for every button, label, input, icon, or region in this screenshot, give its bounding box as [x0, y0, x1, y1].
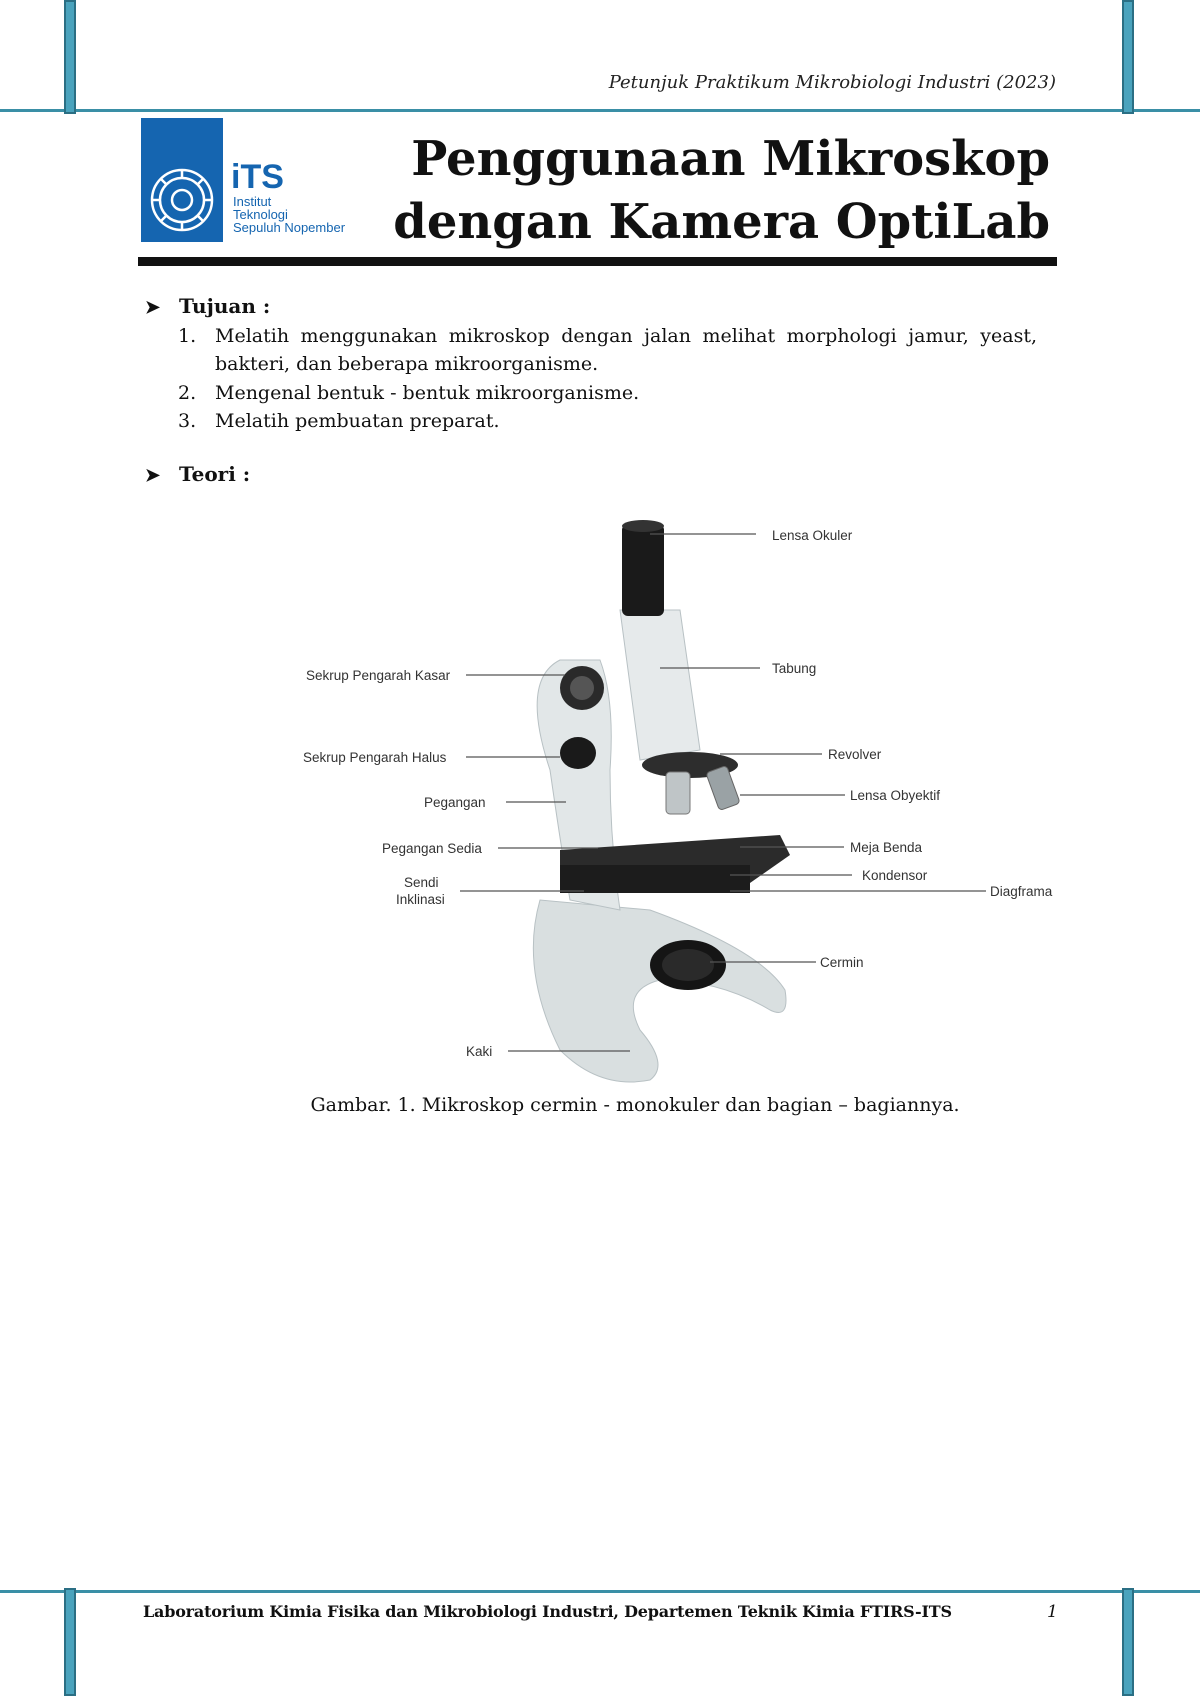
logo-acronym: iTS [231, 158, 284, 196]
top-right-frame-bar [1122, 0, 1134, 114]
running-header: Petunjuk Praktikum Mikrobiologi Industri (2023) [608, 72, 1056, 93]
label-pegangan: Pegangan [424, 795, 486, 810]
top-frame-line [0, 109, 1200, 112]
arrow-bullet-icon: ➤ [145, 297, 161, 318]
label-inklinasi: Inklinasi [396, 892, 445, 907]
goal-text: Mengenal bentuk - bentuk mikroorganisme. [215, 382, 640, 404]
figure-caption: Gambar. 1. Mikroskop cermin - monokuler dan bagian – bagiannya. [310, 1094, 960, 1116]
label-meja-benda: Meja Benda [850, 840, 923, 855]
bottom-left-frame-bar [64, 1588, 76, 1696]
goal-text: Melatih pembuatan preparat. [215, 410, 500, 432]
title-rule [138, 257, 1057, 266]
title-line-2: dengan Kamera OptiLab [393, 194, 1050, 250]
goal-number: 1. [178, 325, 197, 347]
bottom-right-frame-bar [1122, 1588, 1134, 1696]
top-left-frame-bar [64, 0, 76, 114]
theory-heading [145, 462, 250, 486]
document-title [393, 128, 1050, 254]
label-pegangan-sedia: Pegangan Sedia [382, 841, 482, 856]
goals-heading [145, 294, 270, 318]
label-cermin: Cermin [820, 955, 864, 970]
label-sekrup-halus: Sekrup Pengarah Halus [303, 750, 447, 765]
footer-text: Laboratorium Kimia Fisika dan Mikrobiologi Industri, Departemen Teknik Kimia FTIRS-ITS [143, 1602, 952, 1621]
theory-heading-text: Teori : [179, 462, 251, 486]
bottom-frame-line [0, 1590, 1200, 1593]
arrow-bullet-icon: ➤ [145, 465, 161, 486]
goals-heading-text: Tujuan : [179, 294, 271, 318]
label-sendi: Sendi [404, 875, 439, 890]
label-lensa-obyektif: Lensa Obyektif [850, 788, 941, 803]
label-lensa-okuler: Lensa Okuler [772, 528, 853, 543]
label-revolver: Revolver [828, 747, 882, 762]
label-kaki: Kaki [466, 1044, 493, 1059]
label-tabung: Tabung [772, 661, 817, 676]
label-diagframa: Diagframa [990, 884, 1053, 899]
goal-number: 3. [178, 410, 197, 432]
page-number: 1 [1047, 1602, 1058, 1622]
label-sekrup-kasar: Sekrup Pengarah Kasar [306, 668, 451, 683]
its-logo [141, 118, 365, 242]
logo-line3: Sepuluh Nopember [233, 220, 346, 235]
logo-line1: Institut [233, 194, 272, 209]
microscope-figure [0, 510, 1200, 1090]
logo-line2: Teknologi [233, 207, 288, 222]
title-line-1: Penggunaan Mikroskop [411, 131, 1050, 187]
microscope-illustration [533, 520, 790, 1082]
goal-text: Melatih menggunakan mikroskop dengan jalan melihat morphologi jamur, yeast, bakteri, dan beberapa mikroorganisme. [215, 325, 1037, 375]
goal-number: 2. [178, 382, 197, 404]
label-kondensor: Kondensor [862, 868, 928, 883]
